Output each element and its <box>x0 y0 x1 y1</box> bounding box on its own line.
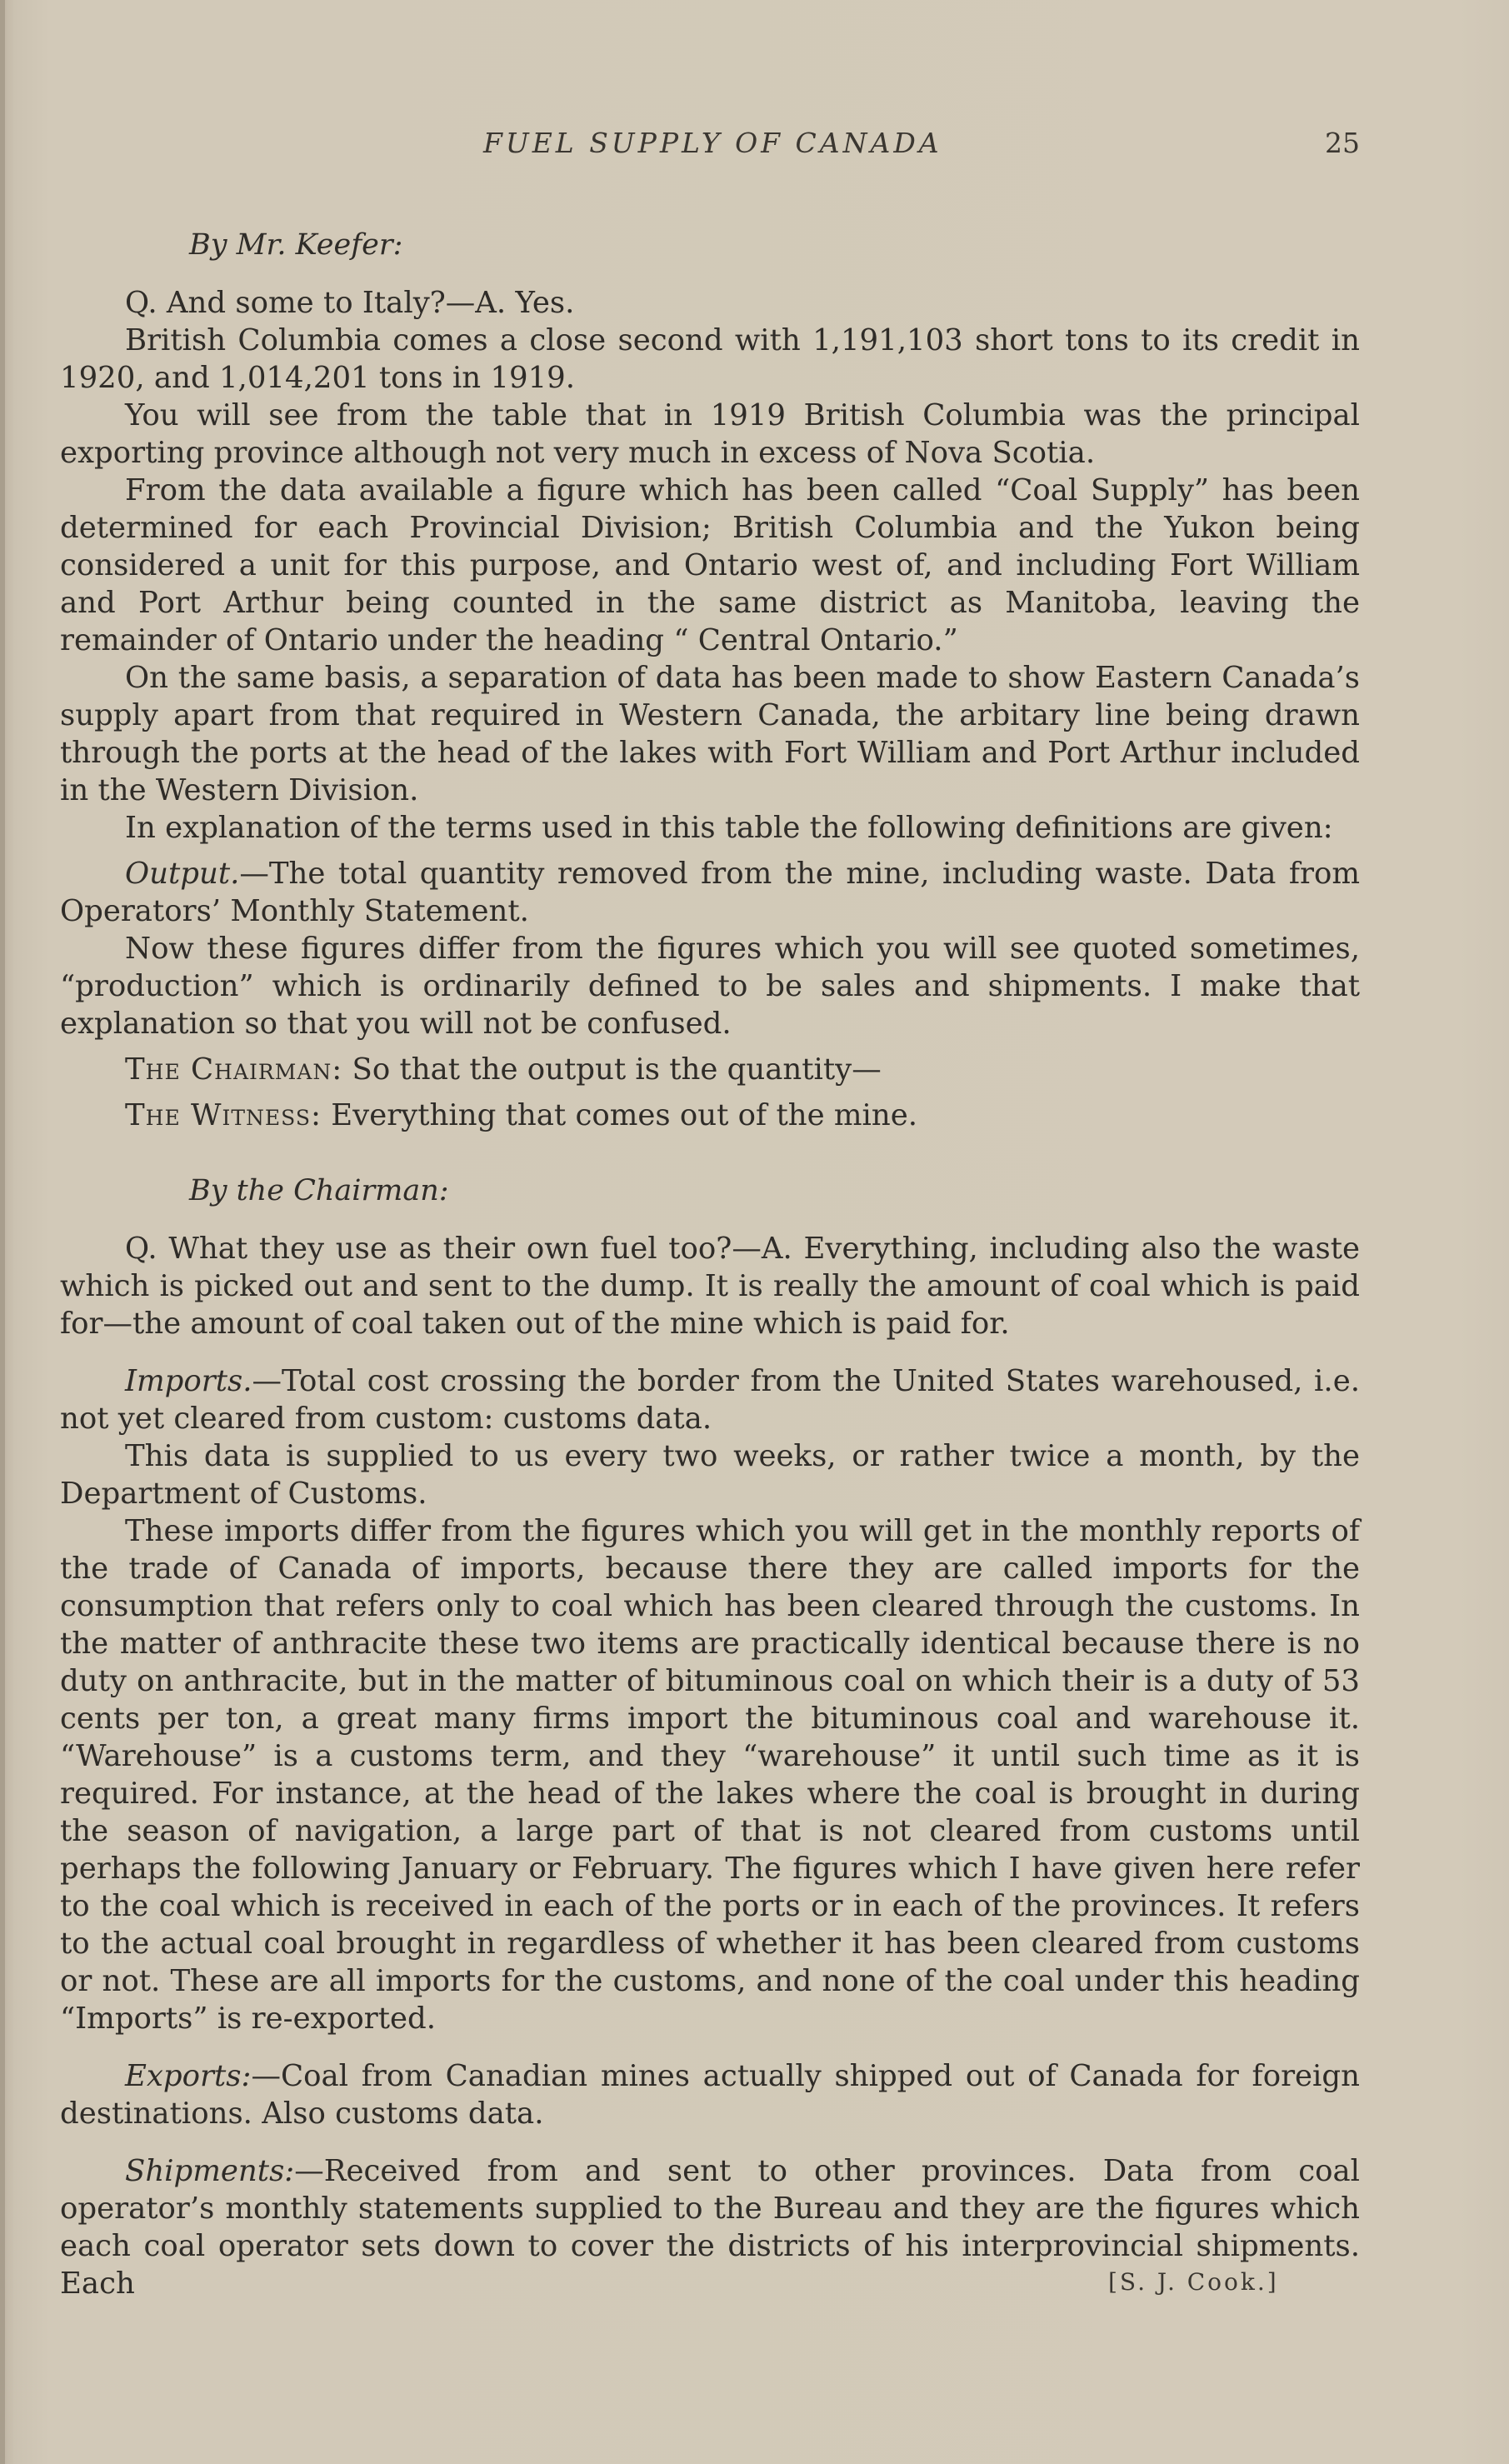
dialogue-chairman <box>60 1051 1360 1088</box>
paragraph: Q. What they use as their own fuel too?—A. Everything, including also the waste which is picked out and sent to the dump. It is really the amount of coal which is paid for—the amount of coal taken out of the mine which is paid for. <box>60 1232 1360 1341</box>
paragraph: British Columbia comes a close second with 1,191,103 short tons to its credit in 1920, and 1,014,201 tons in 1919. <box>60 323 1360 395</box>
paragraph: Now these figures differ from the figures which you will see quoted sometimes, “production” which is ordinarily defined to be sales and shipments. I make that explanation so that you will not be confused. <box>60 932 1360 1041</box>
speaker-credit: [S. J. Cook.] <box>1108 2268 1279 2296</box>
page-number: 25 <box>1325 127 1360 159</box>
definition-text: —Total cost crossing the border from the United States warehoused, i.e. not yet cleared from custom: customs data. <box>60 1364 1360 1436</box>
term-imports: Imports. <box>125 1364 252 1398</box>
definition-text: —Coal from Canadian mines actually shipped out of Canada for foreign destinations. Also customs data. <box>60 2059 1360 2131</box>
definition-imports <box>60 1362 1360 1437</box>
running-title: FUEL SUPPLY OF CANADA <box>483 127 942 159</box>
paragraph: These imports differ from the figures which you will get in the monthly reports of the trade of Canada of imports, because there they are called imports for the consumption that refers only to coal which has been cleared through the customs. In the matter of anthracite these two items are practically identical because there is no duty on anthracite, but in the matter of bituminous coal on which their is a duty of 53 cents per ton, a great many firms import the bituminous coal and warehouse it. “Warehouse” is a customs term, and they “warehouse” it until such time as it is required. For instance, at the head of the lakes where the coal is brought in during the season of navigation, a large part of that is not cleared from customs until perhaps the following January or February. The figures which I have given here refer to the coal which is received in each of the ports or in each of the provinces. It refers to the actual coal brought in regardless of whether it has been cleared from customs or not. These are all imports for the customs, and none of the coal under this heading “Imports” is re-exported. <box>60 1514 1360 2036</box>
dialogue-witness <box>60 1097 1360 1134</box>
paragraph: In explanation of the terms used in this table the following definitions are given: <box>125 811 1333 845</box>
dialogue-text: Everything that comes out of the mine. <box>321 1098 918 1132</box>
page-header <box>0 127 1509 177</box>
section-heading-chairman: By the Chairman: <box>189 1174 449 1207</box>
speaker-witness: The Witness: <box>125 1098 322 1132</box>
definition-text: —Received from and sent to other provinces. Data from coal operator’s monthly statements supplied to the Bureau and they are the figures which each coal operator sets down to cover the districts of his interprovincial shipments. Each <box>60 2154 1360 2301</box>
definition-output <box>60 855 1360 930</box>
dialogue-text: So that the output is the quantity— <box>342 1052 882 1087</box>
speaker-chairman: The Chairman: <box>125 1052 343 1087</box>
paragraph: This data is supplied to us every two weeks, or rather twice a month, by the Department of Customs. <box>60 1439 1360 1511</box>
body-text <box>60 227 1360 2302</box>
term-exports: Exports: <box>125 2059 252 2093</box>
paragraph: From the data available a figure which has been called “Coal Supply” has been determined for each Provincial Division; British Columbia and the Yukon being considered a unit for this purpose, and Ontario west of, and including Fort William and Port Arthur being counted in the same district as Manitoba, leaving the remainder of Ontario under the heading “ Central Ontario.” <box>60 473 1360 657</box>
definition-text: —The total quantity removed from the mine, including waste. Data from Operators’ Monthly Statement. <box>60 857 1360 928</box>
section-heading-keefer: By Mr. Keefer: <box>189 228 403 262</box>
term-output: Output. <box>125 857 240 891</box>
term-shipments: Shipments: <box>125 2154 295 2188</box>
paragraph: On the same basis, a separation of data has been made to show Eastern Canada’s supply apart from that required in Western Canada, the arbitary line being drawn through the ports at the head of the lakes with Fort William and Port Arthur included in the Western Division. <box>60 661 1360 807</box>
definition-exports <box>60 2057 1360 2132</box>
paragraph: You will see from the table that in 1919 British Columbia was the principal exporting province although not very much in excess of Nova Scotia. <box>60 398 1360 470</box>
paragraph: Q. And some to Italy?—A. Yes. <box>125 286 575 320</box>
